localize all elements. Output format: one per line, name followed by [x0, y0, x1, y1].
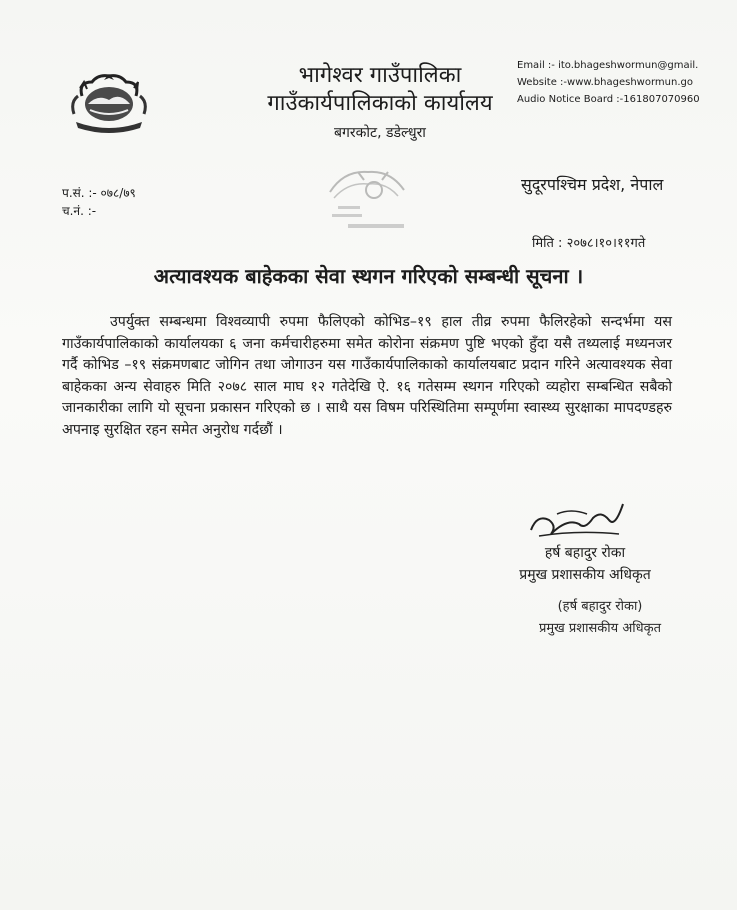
- province-line: सुदूरपश्चिम प्रदेश, नेपाल: [521, 175, 664, 194]
- audio-notice-line: Audio Notice Board :-161807070960: [517, 94, 700, 105]
- office-subtitle: गाउँकार्यपालिकाको कार्यालय: [267, 91, 493, 116]
- patra-sankhya: प.सं. :- ०७८/७९: [62, 186, 136, 200]
- seal-name: (हर्ष बहादुर रोका): [557, 599, 643, 614]
- notice-body: [62, 312, 672, 441]
- email-line: Email :- ito.bhageshwormun@gmail.: [517, 60, 699, 71]
- signatory-title: प्रमुख प्रशासकीय अधिकृत: [519, 567, 651, 583]
- office-location: बगरकोट, डडेल्धुरा: [334, 125, 426, 141]
- faded-office-stamp: [324, 162, 410, 234]
- office-header: [230, 62, 530, 144]
- name-seal-stamp: [525, 596, 675, 640]
- nepal-emblem-icon: [68, 70, 150, 136]
- website-line: Website :-www.bhageshwormun.go: [517, 77, 693, 88]
- signatory-name: हर्ष बहादुर रोका: [544, 545, 626, 561]
- body-text: उपर्युक्त सम्बन्धमा विश्वव्यापी रुपमा फैलिएको कोभिड–१९ हाल तीव्र रुपमा फैलिरहेको सन्दर्भमा यस गाउँकार्यपालिकाको कार्यालयका ६ जना कर्मचारीहरुमा समेत कोरोना संक्रमण पुष्टि भएको हुँदा यसै तथ्यलाई मध्यनजर गर्दै कोभिड –१९ संक्रमणबाट जोगिन तथा जोगाउन यस गाउँकार्यपालिकाको कार्यालयबाट प्रदान गरिने अत्यावश्यक सेवा बाहेकका अन्य सेवाहरु मिति २०७८ साल माघ १२ गतेदेखि ऐ. १६ गतेसम्म स्थगन गरिएको व्यहोरा सम्बन्धित सबैको जानकारीका लागि यो सूचना प्रकासन गरिएको छ । साथै यस विषम परिस्थितिमा सम्पूर्णमा स्वास्थ्य सुरक्षाका मापदण्डहरु अपनाइ सुरक्षित रहन समेत अनुरोध गर्दछौं ।: [62, 314, 672, 438]
- notice-subject: अत्यावश्यक बाहेकका सेवा स्थगन गरिएको सम्बन्धी सूचना ।: [153, 264, 584, 288]
- handwritten-signature: [527, 500, 629, 544]
- office-name: भागेश्वर गाउँपालिका: [298, 63, 462, 88]
- reference-block: [62, 184, 136, 220]
- signatory-block: [505, 542, 665, 586]
- date-line: मिति : २०७८।१०।११गते: [532, 236, 646, 251]
- chalani-number: च.नं. :-: [62, 204, 97, 218]
- contact-block: [517, 57, 732, 108]
- seal-title: प्रमुख प्रशासकीय अधिकृत: [538, 621, 662, 636]
